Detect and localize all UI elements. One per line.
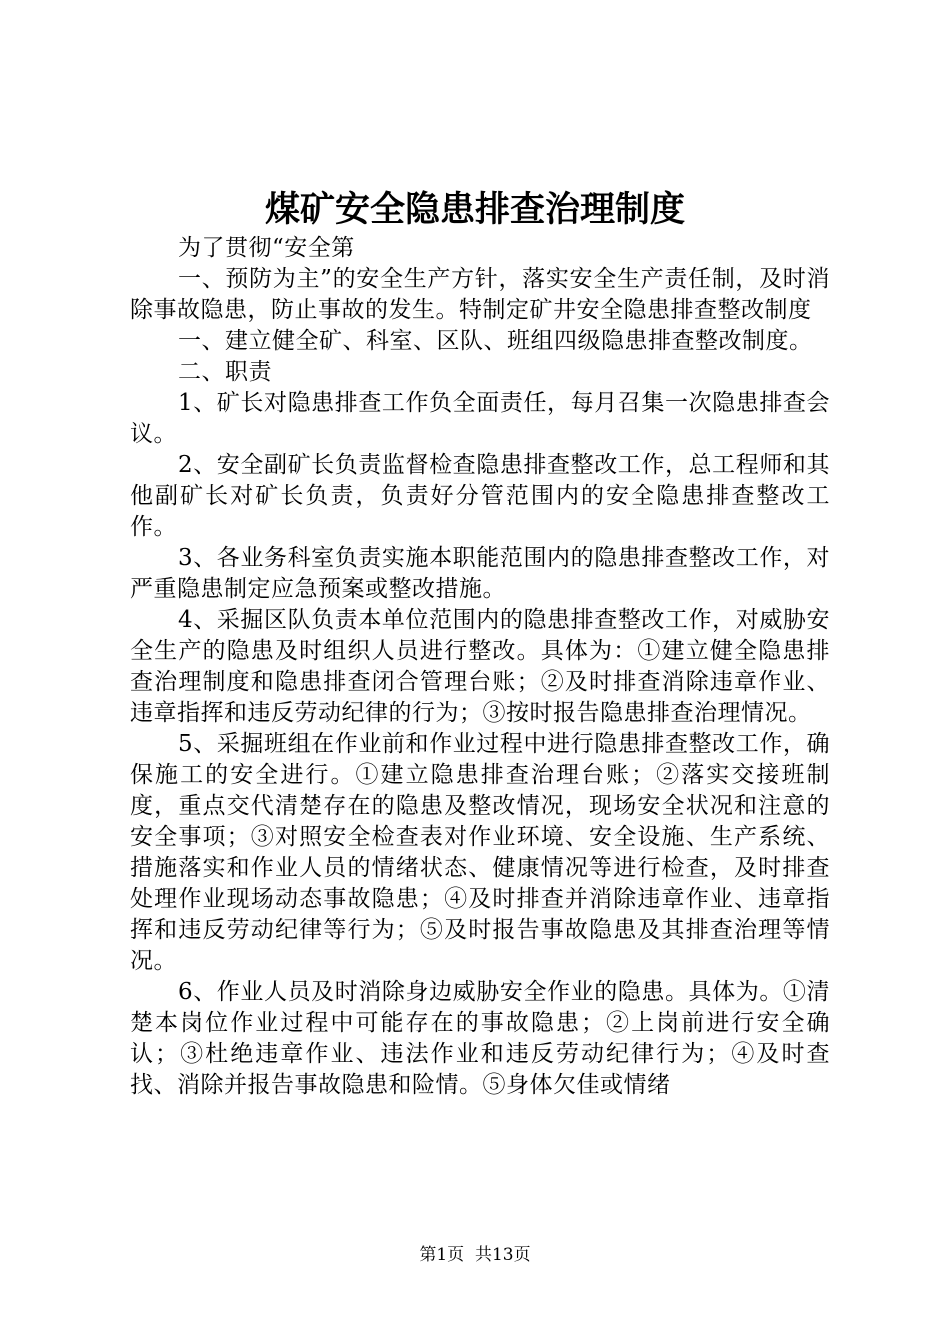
- paragraph-duty-6: 6、作业人员及时消除身边威胁安全作业的隐患。具体为。①清楚本岗位作业过程中可能存在的事故隐患；②上岗前进行安全确认；③杜绝违章作业、违法作业和违反劳动纪律行为；④及时查找、消除并报告事故隐患和险情。⑤身体欠佳或情绪: [130, 979, 830, 1098]
- page-number-label: 第1页 共13页: [419, 1245, 531, 1265]
- page-footer: [0, 1243, 950, 1267]
- paragraph-section-2-heading: 二、职责: [178, 359, 272, 385]
- paragraph-duty-5: 5、采掘班组在作业前和作业过程中进行隐患排查整改工作，确保施工的安全进行。①建立隐患排查治理台账；②落实交接班制度，重点交代清楚存在的隐患及整改情况，现场安全状况和注意的安全事项；③对照安全检查表对作业环境、安全设施、生产系统、措施落实和作业人员的情绪状态、健康情况等进行检查，及时排查处理作业现场动态事故隐患；④及时排查并消除违章作业、违章指挥和违反劳动纪律等行为；⑤及时报告事故隐患及其排查治理等情况。: [130, 731, 830, 974]
- paragraph-section-1: 一、建立健全矿、科室、区队、班组四级隐患排查整改制度。: [178, 328, 813, 354]
- paragraph-duty-2: 2、安全副矿长负责监督检查隐患排查整改工作，总工程师和其他副矿长对矿长负责，负责好分管范围内的安全隐患排查整改工作。: [130, 452, 830, 540]
- paragraph-intro: 为了贯彻“安全第: [178, 235, 355, 261]
- paragraph-duty-3: 3、各业务科室负责实施本职能范围内的隐患排查整改工作，对严重隐患制定应急预案或整改措施。: [130, 545, 830, 602]
- paragraph-duty-4: 4、采掘区队负责本单位范围内的隐患排查整改工作，对威胁安全生产的隐患及时组织人员进行整改。具体为：①建立健全隐患排查治理制度和隐患排查闭合管理台账；②及时排查消除违章作业、违章指挥和违反劳动纪律的行为；③按时报告隐患排查治理情况。: [130, 607, 830, 726]
- document-body: [130, 233, 830, 1101]
- paragraph-duty-1: 1、矿长对隐患排查工作负全面责任，每月召集一次隐患排查会议。: [130, 390, 830, 447]
- paragraph-policy: 一、预防为主”的安全生产方针，落实安全生产责任制，及时消除事故隐患，防止事故的发生。特制定矿井安全隐患排查整改制度: [130, 266, 830, 323]
- document-title: 煤矿安全隐患排查治理制度: [264, 189, 685, 230]
